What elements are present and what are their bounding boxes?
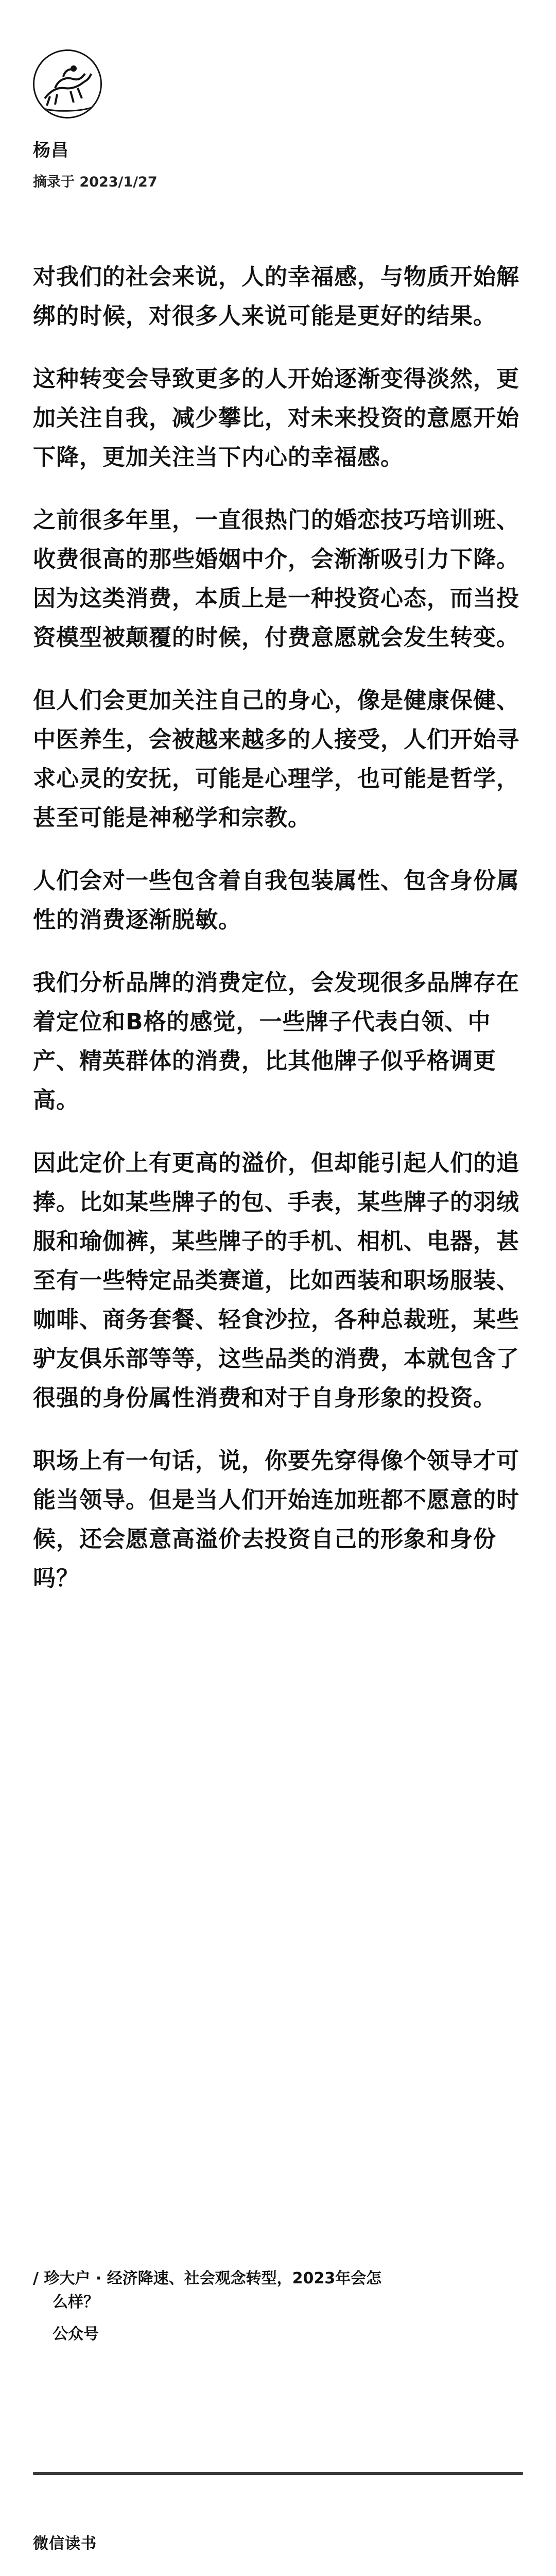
excerpt-paragraph: 因此定价上有更高的溢价，但却能引起人们的追捧。比如某些牌子的包、手表，某些牌子的羽绒服和瑜伽裤，某些牌子的手机、相机、电器，甚至有一些特定品类赛道，比如西装和职场服装、咖啡、商务套餐、轻食沙拉，各种总裁班，某些驴友俱乐部等等，这些品类的消费，本就包含了很强的身份属性消费和对于自身形象的投资。 [33,1150,519,1411]
source-attribution[interactable] [33,2267,496,2346]
excerpt-paragraph: 对我们的社会来说，人的幸福感，与物质开始解绑的时候，对很多人来说可能是更好的结果。 [33,264,519,329]
excerpt-date: 摘录于 2023/1/27 [33,174,158,190]
rider-illustration-icon [34,51,100,117]
excerpt-content [33,258,523,1622]
author-header [33,49,496,191]
excerpt-paragraph: 人们会对一些包含着自我包装属性、包含身份属性的消费逐渐脱敏。 [33,868,519,933]
excerpt-paragraph: 但人们会更加关注自己的身心，像是健康保健、中医养生，会被越来越多的人接受，人们开始寻求心灵的安抚，可能是心理学，也可能是哲学，甚至可能是神秘学和宗教。 [33,687,519,831]
author-name: 杨昌 [33,140,69,161]
source-channel: 公众号 [53,2325,99,2343]
excerpt-paragraph: 我们分析品牌的消费定位，会发现很多品牌存在着定位和B格的感觉，一些牌子代表白领、中产、精英群体的消费，比其他牌子似乎格调更高。 [33,970,519,1113]
excerpt-paragraph: 之前很多年里，一直很热门的婚恋技巧培训班、收费很高的那些婚姻中介，会渐渐吸引力下降。因为这类消费，本质上是一种投资心态，而当投资模型被颠覆的时候，付费意愿就会发生转变。 [33,507,519,651]
source-title-line2: 么样？ [53,2293,99,2311]
excerpt-paragraph: 这种转变会导致更多的人开始逐渐变得淡然，更加关注自我，减少攀比，对未来投资的意愿开始下降，更加关注当下内心的幸福感。 [33,366,519,470]
excerpt-paragraph: 职场上有一句话，说，你要先穿得像个领导才可能当领导。但是当人们开始连加班都不愿意的时候，还会愿意高溢价去投资自己的形象和身份吗？ [33,1448,519,1591]
author-avatar[interactable] [33,49,102,118]
brand-label: 微信读书 [33,2535,97,2553]
source-title-line1: / 珍大户 · 经济降速、社会观念转型，2023年会怎 [33,2269,382,2287]
footer-divider [33,2472,523,2475]
